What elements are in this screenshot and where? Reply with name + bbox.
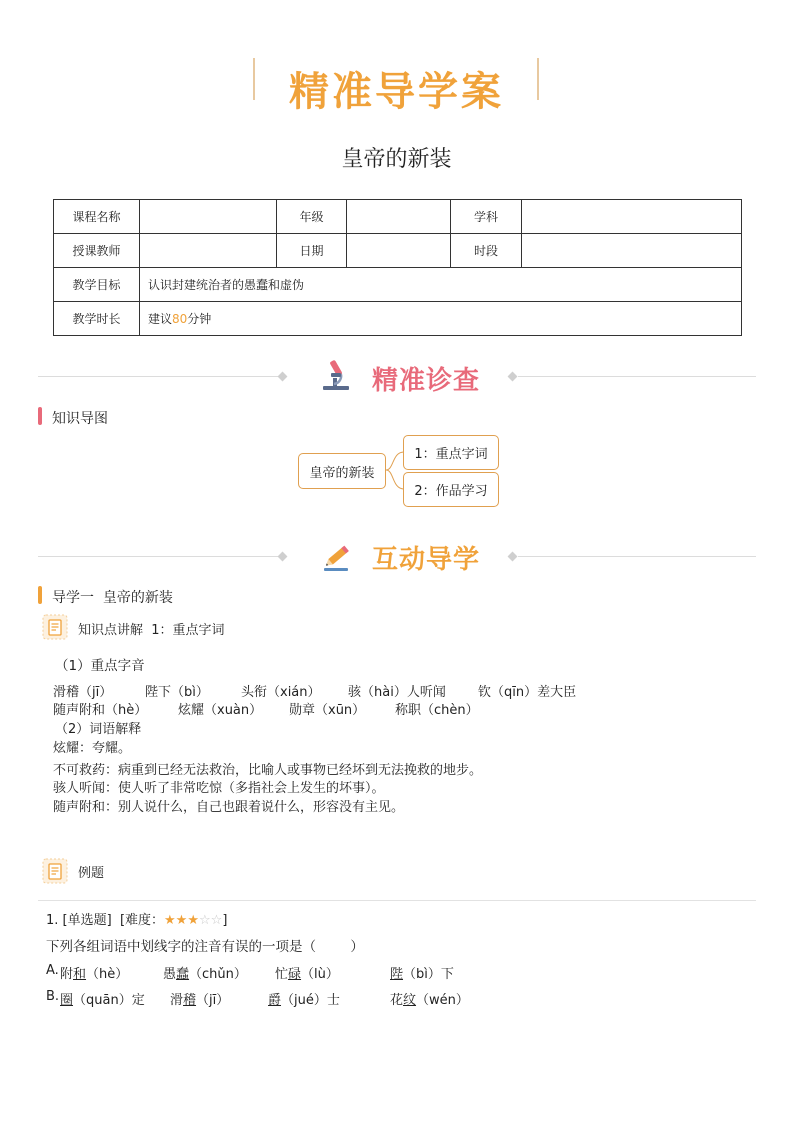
pron-item: 炫耀（xuàn） bbox=[178, 703, 263, 718]
pron-item: 随声附和（hè） bbox=[53, 703, 148, 718]
knowledge-point-label: 知识点讲解 1：重点字词 bbox=[78, 623, 225, 638]
table-row bbox=[54, 200, 742, 234]
difficulty-stars-filled: ★★★ bbox=[164, 913, 199, 928]
section2-line-right bbox=[518, 556, 756, 557]
section1-line-right bbox=[518, 376, 756, 377]
guide-bar bbox=[38, 586, 42, 604]
section-title-interactive: 互动导学 bbox=[372, 545, 481, 575]
option-text: （quān）定 bbox=[73, 993, 145, 1008]
underlined-char: 圈 bbox=[60, 993, 74, 1008]
option-text: 愚 bbox=[163, 967, 177, 982]
definition-item: 炫耀：夸耀。 bbox=[53, 741, 132, 756]
table-row bbox=[54, 234, 742, 268]
example-divider bbox=[38, 900, 756, 901]
option-b-item bbox=[390, 989, 469, 1008]
subheading-definitions: （2）词语解释 bbox=[55, 722, 142, 737]
option-text: （lù） bbox=[301, 967, 339, 982]
option-text: 滑 bbox=[170, 993, 184, 1008]
label-grade: 年级 bbox=[277, 200, 347, 234]
option-text: （jī） bbox=[196, 993, 230, 1008]
value-date bbox=[347, 234, 451, 268]
underlined-char: 陛 bbox=[390, 967, 404, 982]
pron-item: 骇（hài）人听闻 bbox=[348, 685, 446, 700]
section1-diamond-right bbox=[508, 372, 518, 382]
pron-item: 滑稽（jī） bbox=[53, 685, 113, 700]
underlined-char: 和 bbox=[73, 967, 87, 982]
mindmap-branch-2: 2：作品学习 bbox=[403, 472, 499, 507]
option-a-item bbox=[390, 963, 454, 982]
label-teaching-goal: 教学目标 bbox=[54, 268, 140, 302]
label-period: 时段 bbox=[451, 234, 522, 268]
question-header bbox=[46, 909, 227, 928]
mindmap-root: 皇帝的新装 bbox=[298, 453, 386, 489]
guide-label: 导学一 皇帝的新装 bbox=[52, 590, 173, 606]
underlined-char: 碌 bbox=[288, 967, 302, 982]
option-text: 附 bbox=[60, 967, 74, 982]
section2-diamond-right bbox=[508, 552, 518, 562]
question-header-end: ] bbox=[222, 913, 228, 928]
pron-item: 称职（chèn） bbox=[395, 703, 479, 718]
option-b-letter: B. bbox=[46, 989, 60, 1004]
pron-item: 陛下（bì） bbox=[145, 685, 209, 700]
table-row bbox=[54, 268, 742, 302]
underlined-char: 爵 bbox=[268, 993, 282, 1008]
option-a-letter: A. bbox=[46, 963, 59, 978]
option-text: 忙 bbox=[275, 967, 289, 982]
pron-item: 钦（qīn）差大臣 bbox=[478, 685, 577, 700]
lesson-title: 皇帝的新装 bbox=[341, 147, 452, 172]
label-course-name: 课程名称 bbox=[54, 200, 140, 234]
value-course-name bbox=[140, 200, 277, 234]
option-text: （chǔn） bbox=[189, 967, 247, 982]
label-duration: 教学时长 bbox=[54, 302, 140, 336]
example-label: 例题 bbox=[78, 866, 105, 881]
underlined-char: 纹 bbox=[403, 993, 417, 1008]
pencil-icon bbox=[320, 540, 354, 574]
option-b-item bbox=[60, 989, 145, 1008]
option-text: （jué）士 bbox=[281, 993, 340, 1008]
value-duration bbox=[140, 302, 742, 336]
section-title-diagnosis: 精准诊查 bbox=[372, 366, 481, 396]
value-period bbox=[522, 234, 742, 268]
pron-item: 头衔（xián） bbox=[241, 685, 321, 700]
underlined-char: 稽 bbox=[183, 993, 197, 1008]
section2-line-left bbox=[38, 556, 278, 557]
difficulty-stars-empty: ☆☆ bbox=[199, 913, 223, 928]
value-grade bbox=[347, 200, 451, 234]
document-icon bbox=[42, 858, 68, 884]
option-text: （wén） bbox=[416, 993, 469, 1008]
knowledge-map-bar bbox=[38, 407, 42, 425]
section2-diamond-left bbox=[278, 552, 288, 562]
value-teacher bbox=[140, 234, 277, 268]
duration-suffix: 分钟 bbox=[187, 312, 212, 326]
page-title: 精准导学案 bbox=[289, 69, 504, 115]
option-text: （bì）下 bbox=[403, 967, 454, 982]
duration-prefix: 建议 bbox=[148, 312, 173, 326]
option-a-item bbox=[60, 963, 128, 982]
pron-item: 勋章（xūn） bbox=[289, 703, 366, 718]
definition-item: 骇人听闻：使人听了非常吃惊（多指社会上发生的坏事）。 bbox=[53, 781, 385, 796]
option-text: 花 bbox=[390, 993, 404, 1008]
label-subject: 学科 bbox=[451, 200, 522, 234]
table-row bbox=[54, 302, 742, 336]
option-a-item bbox=[275, 963, 339, 982]
knowledge-map-label: 知识导图 bbox=[52, 411, 108, 427]
value-teaching-goal: 认识封建统治者的愚蠢和虚伪 bbox=[140, 268, 742, 302]
microscope-icon bbox=[320, 358, 352, 392]
duration-number: 80 bbox=[172, 312, 188, 326]
definition-item: 不可救药：病重到已经无法救治，比喻人或事物已经坏到无法挽救的地步。 bbox=[53, 763, 483, 778]
option-b-item bbox=[170, 989, 229, 1008]
option-a-item bbox=[163, 963, 247, 982]
course-info-table bbox=[53, 199, 742, 336]
value-subject bbox=[522, 200, 742, 234]
section1-diamond-left bbox=[278, 372, 288, 382]
option-text: （hè） bbox=[86, 967, 129, 982]
section1-line-left bbox=[38, 376, 278, 377]
question-header-text: 1. [单选题] [难度： bbox=[46, 913, 165, 928]
document-icon bbox=[42, 614, 68, 640]
definition-item: 随声附和：别人说什么，自己也跟着说什么，形容没有主见。 bbox=[53, 800, 405, 815]
option-b-item bbox=[268, 989, 340, 1008]
question-text: 下列各组词语中划线字的注音有误的一项是（ ） bbox=[46, 939, 364, 955]
label-teacher: 授课教师 bbox=[54, 234, 140, 268]
underlined-char: 蠢 bbox=[176, 967, 190, 982]
subheading-pronunciation: （1）重点字音 bbox=[55, 658, 145, 674]
label-date: 日期 bbox=[277, 234, 347, 268]
mindmap-branch-1: 1：重点字词 bbox=[403, 435, 499, 470]
